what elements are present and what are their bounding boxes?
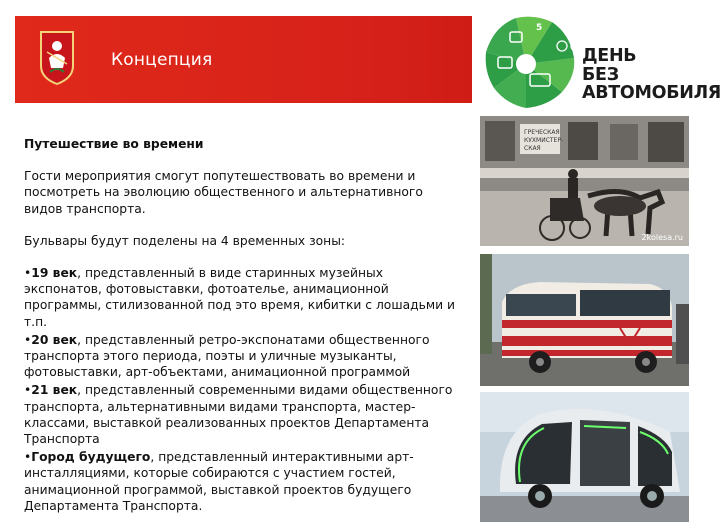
page-title: Концепция: [111, 50, 213, 70]
main-content: [24, 136, 460, 516]
logo-flower-icon: [486, 17, 581, 108]
futuristic-bus-photo: [480, 392, 689, 522]
retro-bus-photo: [480, 254, 689, 386]
photo-sign-text: ГРЕЧЕСКАЯ: [524, 129, 560, 136]
list-item: •20 век, представленный ретро-экспонатами общественного транспорта этого периода, поэты и уличные музыканты, фотовыставки, арт-объектами, анимационной программой: [24, 332, 430, 380]
section-title: Путешествие во времени: [24, 137, 204, 151]
list-item: •Город будущего, представленный интерактивными арт-инсталляциями, которые собираются с участием гостей, анимационной программой, выставкой проектов будущего Департамента Транспорта.: [24, 450, 414, 513]
list-item: •21 век, представленный современными видами общественного транспорта, альтернативными видами транспорта, мастер-классами, выставкой реализованных проектов Департамента Транспорта: [24, 383, 453, 447]
logo-line-2: БЕЗ: [582, 64, 619, 85]
horse-carriage-photo: [480, 116, 689, 246]
zones-intro: Бульвары будут поделены на 4 временных зоны:: [24, 233, 346, 248]
logo-line-3: АВТОМОБИЛЯ: [582, 83, 721, 103]
logo-day-number: 5: [536, 23, 543, 33]
svg-text:КУХМИСТЕР-: КУХМИСТЕР-: [524, 137, 564, 144]
logo-text: [582, 47, 721, 103]
intro-paragraph: Гости мероприятия смогут попутешествовать во времени и посмотреть на эволюцию общественного и альтернативного видов транспорта.: [24, 169, 423, 216]
photo-watermark: 2kolesa.ru: [641, 233, 683, 242]
logo-line-1: ДЕНЬ: [582, 46, 637, 66]
list-item: •19 век, представленный в виде старинных музейных экспонатов, фотовыставки, фотоателье, анимационной программы, стилизованной под это время, кибитки с лошадьми и т.п.: [24, 266, 456, 329]
svg-text:СКАЯ: СКАЯ: [524, 145, 541, 152]
header-banner: [15, 16, 472, 103]
moscow-coat-of-arms-icon: [37, 28, 77, 86]
